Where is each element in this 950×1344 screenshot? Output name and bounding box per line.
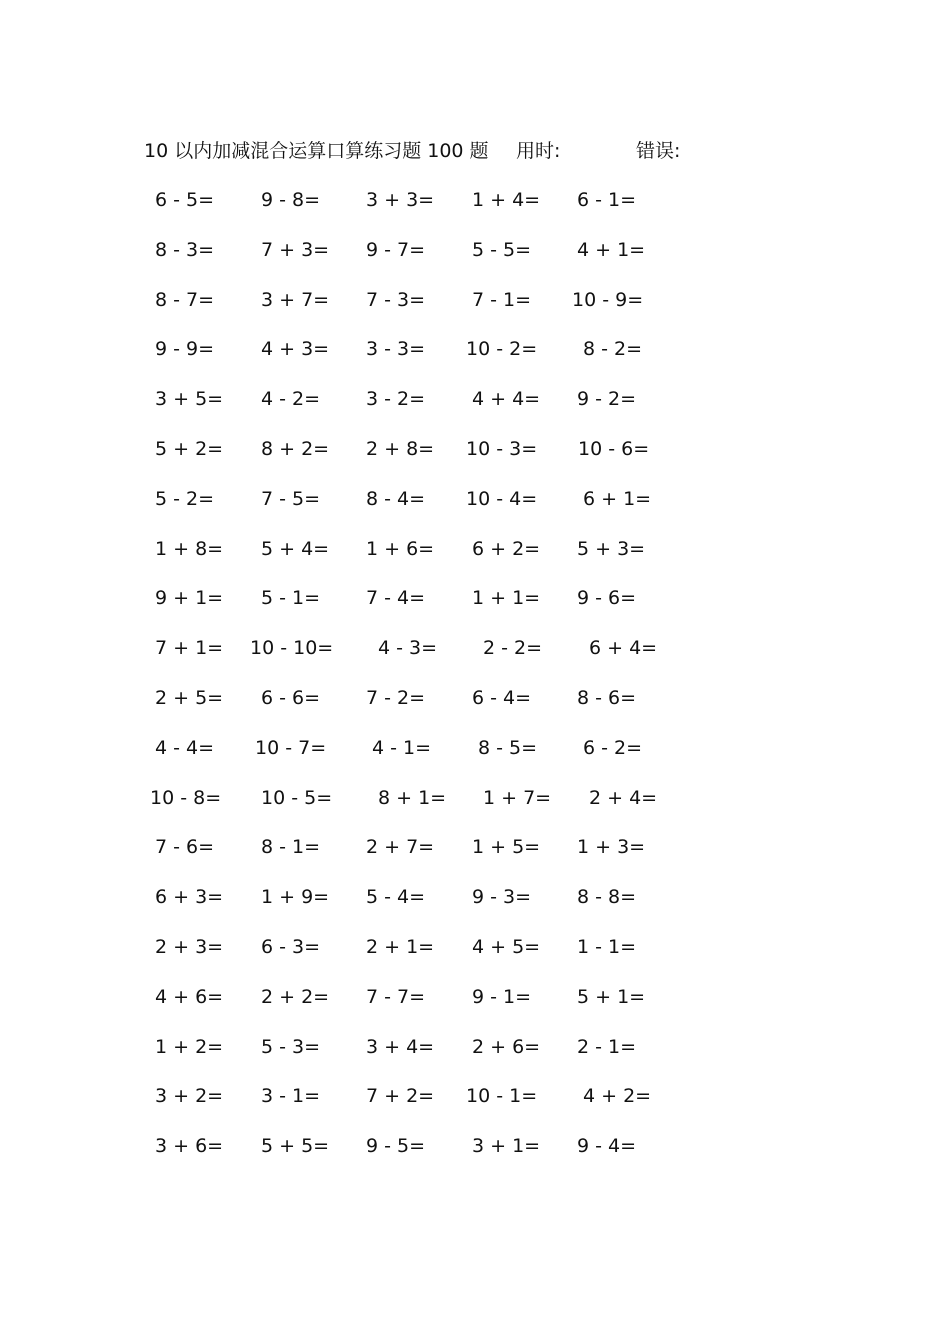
worksheet-title: 10 以内加减混合运算口算练习题 100 题 <box>144 140 489 162</box>
problem-item: 4 + 3= <box>261 338 330 360</box>
problem-item: 4 + 1= <box>577 239 646 261</box>
problem-item: 7 - 6= <box>155 836 215 858</box>
problem-item: 2 + 8= <box>366 438 435 460</box>
problem-item: 4 + 2= <box>583 1085 652 1107</box>
problem-item: 8 - 8= <box>577 886 637 908</box>
problem-item: 8 - 7= <box>155 289 215 311</box>
problem-item: 5 + 4= <box>261 538 330 560</box>
problem-item: 3 - 1= <box>261 1085 321 1107</box>
problem-item: 8 - 6= <box>577 687 637 709</box>
problem-item: 3 + 7= <box>261 289 330 311</box>
problem-item: 4 + 6= <box>155 986 224 1008</box>
problem-item: 1 + 8= <box>155 538 224 560</box>
problem-item: 6 - 3= <box>261 936 321 958</box>
problem-item: 3 + 5= <box>155 388 224 410</box>
problem-item: 8 - 3= <box>155 239 215 261</box>
problem-item: 1 + 6= <box>366 538 435 560</box>
problem-item: 6 + 1= <box>583 488 652 510</box>
problem-item: 9 - 1= <box>472 986 532 1008</box>
problem-item: 1 + 2= <box>155 1036 224 1058</box>
problem-item: 9 - 4= <box>577 1135 637 1157</box>
problem-item: 8 + 2= <box>261 438 330 460</box>
problem-item: 7 - 3= <box>366 289 426 311</box>
problem-item: 9 - 5= <box>366 1135 426 1157</box>
problem-item: 9 - 9= <box>155 338 215 360</box>
problem-item: 5 + 3= <box>577 538 646 560</box>
problem-item: 8 - 2= <box>583 338 643 360</box>
problem-item: 10 - 3= <box>466 438 538 460</box>
problem-item: 6 - 1= <box>577 189 637 211</box>
problem-item: 6 + 3= <box>155 886 224 908</box>
problem-item: 5 - 4= <box>366 886 426 908</box>
problem-item: 10 - 9= <box>572 289 644 311</box>
problem-item: 6 - 6= <box>261 687 321 709</box>
problem-item: 3 - 2= <box>366 388 426 410</box>
problem-item: 9 - 3= <box>472 886 532 908</box>
problem-item: 5 - 1= <box>261 587 321 609</box>
problem-item: 3 + 6= <box>155 1135 224 1157</box>
problem-item: 8 + 1= <box>378 787 447 809</box>
problem-item: 9 + 1= <box>155 587 224 609</box>
problem-item: 9 - 7= <box>366 239 426 261</box>
problem-item: 1 + 7= <box>483 787 552 809</box>
problem-item: 10 - 4= <box>466 488 538 510</box>
problem-item: 10 - 10= <box>250 637 334 659</box>
problem-item: 2 + 7= <box>366 836 435 858</box>
error-count-label: 错误: <box>636 140 681 162</box>
problem-item: 10 - 2= <box>466 338 538 360</box>
problem-item: 7 + 3= <box>261 239 330 261</box>
problem-item: 5 + 1= <box>577 986 646 1008</box>
problem-item: 1 + 1= <box>472 587 541 609</box>
problem-item: 3 + 3= <box>366 189 435 211</box>
problem-item: 2 + 5= <box>155 687 224 709</box>
problem-item: 2 + 1= <box>366 936 435 958</box>
problem-item: 7 - 7= <box>366 986 426 1008</box>
problem-item: 10 - 1= <box>466 1085 538 1107</box>
problem-item: 6 - 4= <box>472 687 532 709</box>
problem-item: 1 - 1= <box>577 936 637 958</box>
problem-item: 2 + 2= <box>261 986 330 1008</box>
problem-item: 6 - 5= <box>155 189 215 211</box>
problem-item: 1 + 5= <box>472 836 541 858</box>
problem-item: 3 + 4= <box>366 1036 435 1058</box>
problem-item: 10 - 7= <box>255 737 327 759</box>
problem-item: 6 + 4= <box>589 637 658 659</box>
problem-item: 3 + 2= <box>155 1085 224 1107</box>
problem-item: 3 - 3= <box>366 338 426 360</box>
problem-item: 5 + 5= <box>261 1135 330 1157</box>
problem-item: 2 + 3= <box>155 936 224 958</box>
problem-item: 10 - 6= <box>578 438 650 460</box>
problem-item: 4 + 4= <box>472 388 541 410</box>
problem-item: 6 - 2= <box>583 737 643 759</box>
problem-item: 1 + 4= <box>472 189 541 211</box>
problem-item: 5 + 2= <box>155 438 224 460</box>
problem-item: 4 - 1= <box>372 737 432 759</box>
problem-item: 8 - 4= <box>366 488 426 510</box>
problem-item: 2 + 4= <box>589 787 658 809</box>
problem-item: 4 - 2= <box>261 388 321 410</box>
problem-item: 5 - 2= <box>155 488 215 510</box>
problem-item: 5 - 5= <box>472 239 532 261</box>
time-used-label: 用时: <box>516 140 561 162</box>
problem-item: 9 - 6= <box>577 587 637 609</box>
problem-item: 10 - 8= <box>150 787 222 809</box>
problem-item: 7 + 2= <box>366 1085 435 1107</box>
problem-item: 8 - 5= <box>478 737 538 759</box>
problem-item: 5 - 3= <box>261 1036 321 1058</box>
problem-item: 4 - 4= <box>155 737 215 759</box>
problem-item: 6 + 2= <box>472 538 541 560</box>
problem-item: 2 + 6= <box>472 1036 541 1058</box>
problem-item: 2 - 1= <box>577 1036 637 1058</box>
problem-item: 4 - 3= <box>378 637 438 659</box>
problem-item: 9 - 2= <box>577 388 637 410</box>
problem-item: 3 + 1= <box>472 1135 541 1157</box>
problem-item: 7 + 1= <box>155 637 224 659</box>
problem-item: 1 + 3= <box>577 836 646 858</box>
problem-item: 7 - 5= <box>261 488 321 510</box>
problem-item: 7 - 4= <box>366 587 426 609</box>
problem-item: 9 - 8= <box>261 189 321 211</box>
problem-item: 7 - 1= <box>472 289 532 311</box>
problem-item: 8 - 1= <box>261 836 321 858</box>
problem-item: 10 - 5= <box>261 787 333 809</box>
problem-item: 7 - 2= <box>366 687 426 709</box>
problem-item: 4 + 5= <box>472 936 541 958</box>
problem-item: 2 - 2= <box>483 637 543 659</box>
problem-item: 1 + 9= <box>261 886 330 908</box>
